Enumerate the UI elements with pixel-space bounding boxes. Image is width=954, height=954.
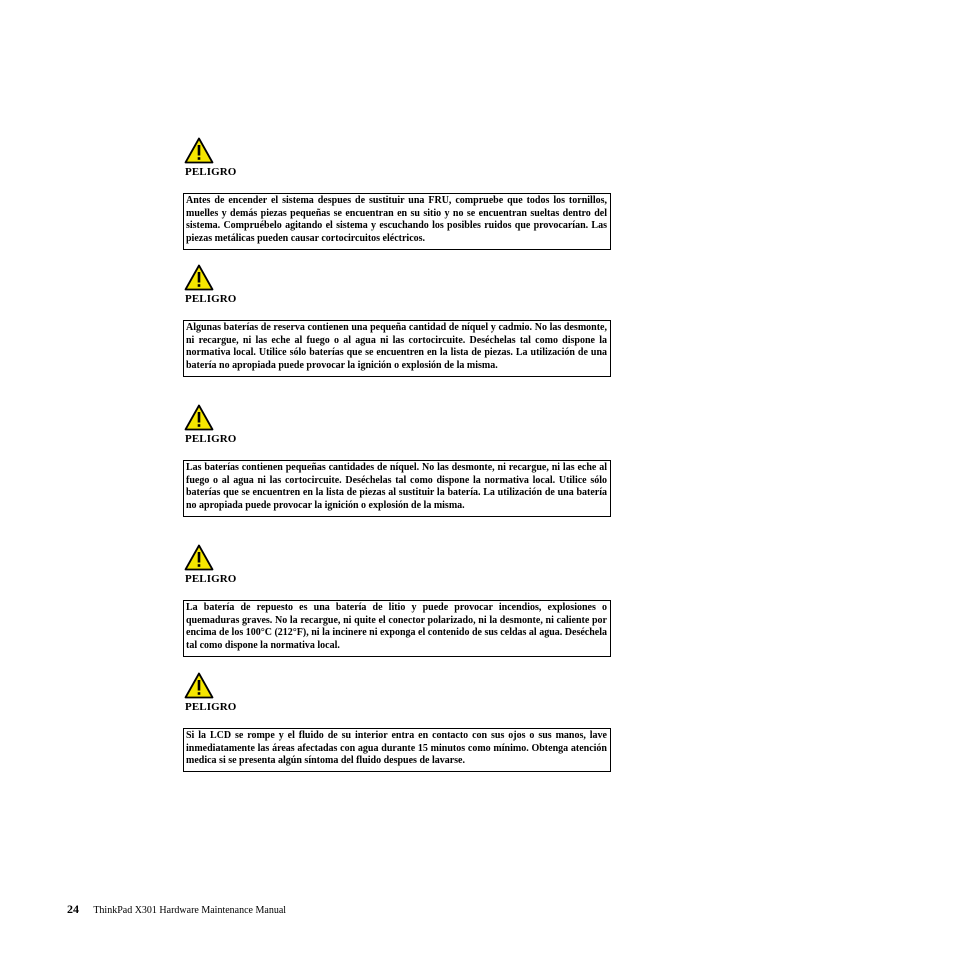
danger-label: PELIGRO <box>185 701 237 713</box>
warning-triangle-icon <box>184 404 214 431</box>
warning-triangle-icon <box>184 137 214 164</box>
danger-notice-4 <box>183 544 611 657</box>
danger-notice-3 <box>183 404 611 517</box>
danger-label: PELIGRO <box>185 293 237 305</box>
danger-label: PELIGRO <box>185 166 237 178</box>
danger-text: Las baterías contienen pequeñas cantidades de níquel. No las desmonte, ni recargue, ni las eche al fuego o al agua ni las cortocircuite. Deséchelas tal como dispone la normativa local. Utilice sólo baterías que se encuentren en la lista de piezas al sustituir la batería. La utilización de una batería no apropiada puede provocar la ignición o explosión de la misma. <box>183 460 611 517</box>
danger-text: Algunas baterías de reserva contienen una pequeña cantidad de níquel y cadmio. No las desmonte, ni recargue, ni las eche al fuego o al agua ni las cortocircuite. Deséchelas tal como dispone la normativa local. Utilice sólo baterías que se encuentren en la lista de piezas. La utilización de una batería no apropiada puede provocar la ignición o explosión de la misma. <box>183 320 611 377</box>
danger-text: Antes de encender el sistema despues de sustituir una FRU, compruebe que todos los tornillos, muelles y demás piezas pequeñas se encuentran en su sitio y no se encuentran sueltas dentro del sistema. Compruébelo agitando el sistema y escuchando los posibles ruidos que provocarían. Las piezas metálicas pueden causar cortocircuitos eléctricos. <box>183 193 611 250</box>
page-footer <box>67 902 286 916</box>
danger-label: PELIGRO <box>185 433 237 445</box>
manual-title: ThinkPad X301 Hardware Maintenance Manual <box>93 905 287 916</box>
warning-triangle-icon <box>184 264 214 291</box>
danger-notice-1 <box>183 137 611 250</box>
danger-label: PELIGRO <box>185 573 237 585</box>
danger-notice-5 <box>183 672 611 772</box>
page-number: 24 <box>67 902 79 916</box>
danger-text: Si la LCD se rompe y el fluido de su interior entra en contacto con sus ojos o sus manos, lave inmediatamente las áreas afectadas con agua durante 15 minutos como mínimo. Obtenga atención medica si se presenta algún síntoma del fluido despues de lavarse. <box>183 728 611 772</box>
danger-notice-2 <box>183 264 611 377</box>
warning-triangle-icon <box>184 544 214 571</box>
warning-triangle-icon <box>184 672 214 699</box>
danger-text: La batería de repuesto es una batería de litio y puede provocar incendios, explosiones o quemaduras graves. No la recargue, ni quite el conector polarizado, ni la desmonte, ni caliente por encima de los 100°C (212°F), ni la incinere ni exponga el contenido de sus celdas al agua. Deséchela tal como dispone la normativa local. <box>183 600 611 657</box>
